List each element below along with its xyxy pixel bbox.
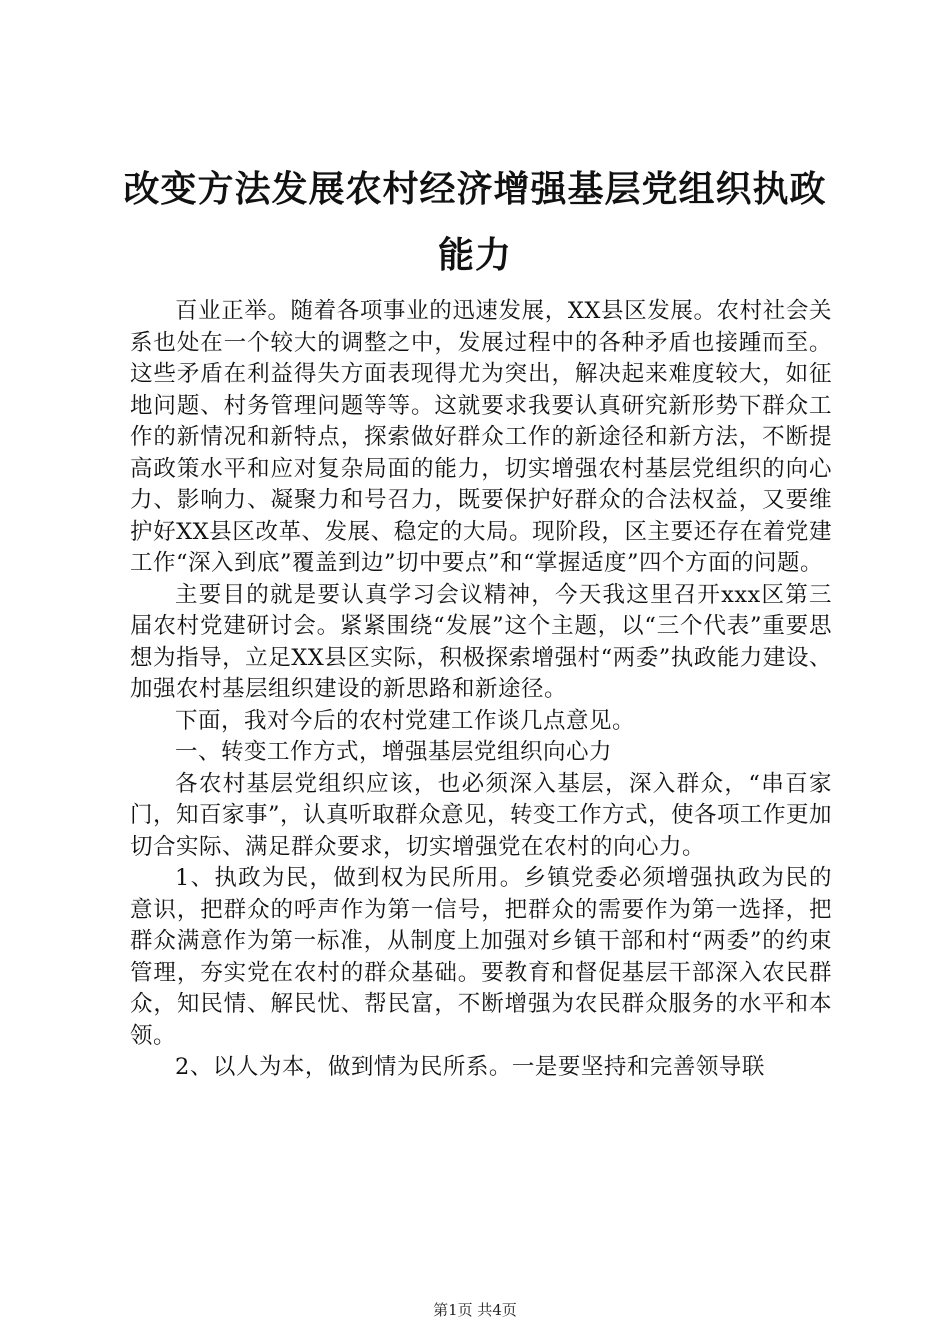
paragraph: 1、执政为民，做到权为民所用。乡镇党委必须增强执政为民的意识，把群众的呼声作为第一信号，把群众的需要作为第一选择，把群众满意作为第一标准，从制度上加强对乡镇干部和村“两委”的约束管理，夯实党在农村的群众基础。要教育和督促基层干部深入农民群众，知民情、解民忧、帮民富，不断增强为农民群众服务的水平和本领。 — [130, 865, 832, 1049]
paragraph: 各农村基层党组织应该，也必须深入基层，深入群众，“串百家门，知百家事”，认真听取群众意见，转变工作方式，使各项工作更加切合实际、满足群众要求，切实增强党在农村的向心力。 — [130, 770, 833, 860]
document-title: 改变方法发展农村经济增强基层党组织执政能力 — [123, 168, 827, 276]
section-heading: 一、转变工作方式，增强基层党组织向心力 — [175, 739, 613, 765]
paragraph: 百业正举。随着各项事业的迅速发展，XX县区发展。农村社会关系也处在一个较大的调整之中，发展过程中的各种矛盾也接踵而至。这些矛盾在利益得失方面表现得尤为突出，解决起来难度较大，如征地问题、村务管理问题等等。这就要求我要认真研究新形势下群众工作的新情况和新特点，探索做好群众工作的新途径和新方法，不断提高政策水平和应对复杂局面的能力，切实增强农村基层党组织的向心力、影响力、凝聚力和号召力，既要保护好群众的合法权益，又要维护好XX县区改革、发展、稳定的大局。现阶段，区主要还存在着党建工作“深入到底”覆盖到边”切中要点”和“掌握适度”四个方面的问题。 — [130, 298, 832, 576]
paragraph: 2、以人为本，做到情为民所系。一是要坚持和完善领导联 — [175, 1054, 765, 1080]
page-footer: 第1页 共4页 — [433, 1301, 517, 1319]
paragraph: 下面，我对今后的农村党建工作谈几点意见。 — [175, 707, 636, 734]
document-body — [130, 296, 832, 1084]
paragraph: 主要目的就是要认真学习会议精神，今天我这里召开xxx区第三届农村党建研讨会。紧紧围绕“发展”这个主题，以“三个代表”重要思想为指导，立足XX县区实际，积极探索增强村“两委”执政能力建设、加强农村基层组织建设的新思路和新途径。 — [130, 581, 832, 702]
